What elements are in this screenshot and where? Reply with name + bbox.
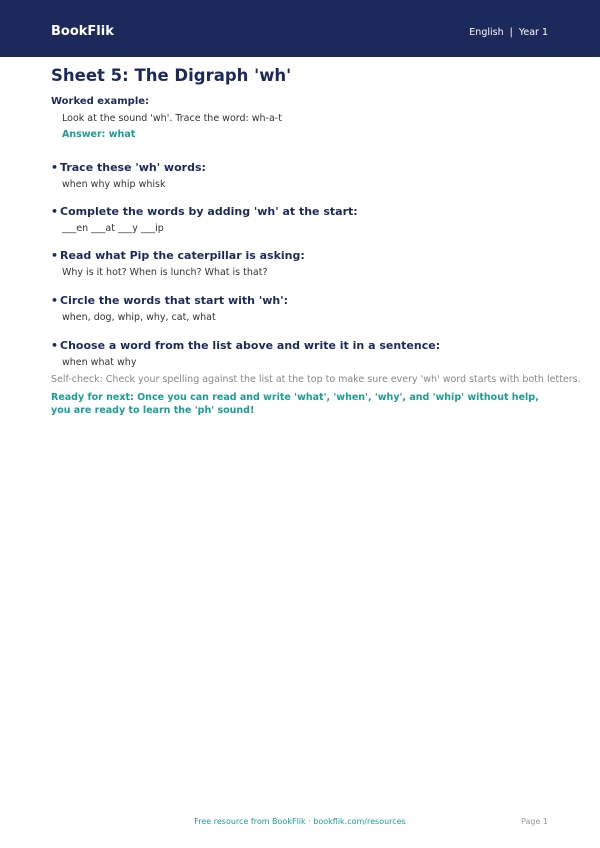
task-body: ___en ___at ___y ___ip (62, 223, 164, 234)
task-heading-text: Complete the words by adding 'wh' at the start: (60, 205, 358, 218)
page-header (0, 0, 600, 57)
meta-separator: | (509, 27, 513, 38)
task-heading-text: Circle the words that start with 'wh': (60, 294, 288, 307)
task-heading (51, 339, 571, 353)
subject-label: English (469, 27, 504, 38)
task-body: when what why (62, 357, 137, 368)
brand-logo[interactable]: BookFlik (51, 24, 114, 39)
task-heading (51, 205, 571, 219)
self-check-note: Self-check: Check your spelling against the list at the top to make sure every 'wh' word starts with both letters. (51, 374, 581, 385)
task-read (51, 249, 571, 279)
level-label: Year 1 (518, 27, 548, 38)
task-trace (51, 161, 571, 191)
task-heading-text: Trace these 'wh' words: (60, 161, 206, 174)
bullet-icon: • (51, 249, 59, 262)
task-heading (51, 294, 571, 308)
task-circle (51, 294, 571, 324)
ready-next-note: Ready for next: Once you can read and write 'what', 'when', 'why', and 'whip' without help, you are ready to learn the 'ph' sound! (51, 392, 539, 416)
task-body: when, dog, whip, why, cat, what (62, 312, 216, 323)
task-choose (51, 339, 571, 369)
task-body: Why is it hot? When is lunch? What is that? (62, 267, 268, 278)
bullet-icon: • (51, 205, 59, 218)
header-meta (469, 27, 548, 39)
bullet-icon: • (51, 161, 59, 174)
footer-link[interactable]: Free resource from BookFlik · bookflik.com/resources (194, 817, 406, 826)
bullet-icon: • (51, 294, 59, 307)
worked-example-answer: Answer: what (62, 129, 136, 140)
task-heading-text: Choose a word from the list above and write it in a sentence: (60, 339, 441, 352)
bullet-icon: • (51, 339, 59, 352)
worked-example-label: Worked example: (51, 96, 150, 107)
task-heading (51, 249, 571, 263)
task-heading-text: Read what Pip the caterpillar is asking: (60, 249, 305, 262)
worked-example-text: Look at the sound 'wh'. Trace the word: wh-a-t (62, 113, 282, 124)
task-heading (51, 161, 571, 175)
page-title: Sheet 5: The Digraph 'wh' (51, 66, 292, 85)
task-body: when why whip whisk (62, 179, 166, 190)
task-complete (51, 205, 571, 235)
page-number: Page 1 (521, 817, 548, 826)
